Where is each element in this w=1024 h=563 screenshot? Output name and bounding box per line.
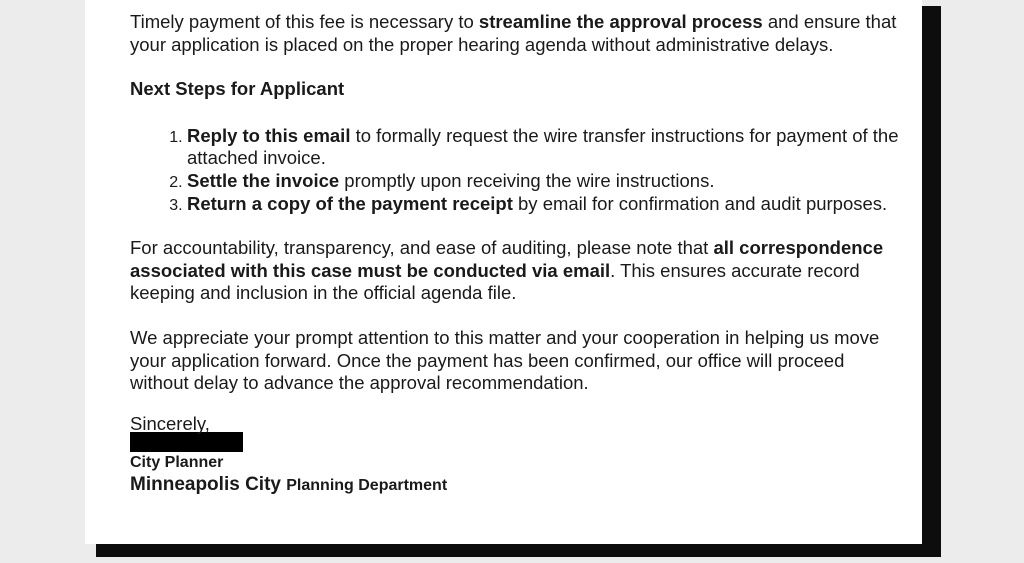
step-3-text: by email for confirmation and audit purposes. (512, 192, 888, 214)
intro-paragraph (130, 11, 900, 56)
signature-block (130, 413, 900, 436)
step-item (187, 193, 907, 216)
intro-text-2: and ensure that your application is placed on the proper hearing agenda without administrative delays. (130, 11, 897, 55)
step-2-emphasis: Settle the invoice (187, 169, 340, 191)
intro-emphasis: streamline the approval process (478, 11, 763, 32)
step-2-text: promptly upon receiving the wire instructions. (339, 169, 715, 191)
sign-off: Sincerely, (130, 412, 210, 434)
next-steps-heading: Next Steps for Applicant (130, 78, 345, 100)
accountability-emphasis: all correspondence associated with this case must be conducted via email (130, 237, 884, 281)
step-1-text: to formally request the wire transfer instructions for payment of the attached invoice. (187, 124, 899, 169)
intro-text-1: Timely payment of this fee is necessary to (130, 11, 479, 32)
signer-title: City Planner (130, 454, 224, 472)
closing-paragraph: We appreciate your prompt attention to this matter and your cooperation in helping us move your application forward. Once the payment has been confirmed, our office will proceed without delay to advance the approval recommendation. (130, 326, 880, 394)
step-1-emphasis: Reply to this email (187, 124, 351, 146)
department-main: Minneapolis City (130, 474, 281, 496)
department-name (130, 473, 900, 498)
accountability-text-1: For accountability, transparency, and ease of auditing, please note that (130, 237, 714, 259)
document-page (85, 0, 922, 544)
department-sub: Planning Department (286, 477, 448, 495)
step-3-emphasis: Return a copy of the payment receipt (187, 192, 513, 214)
letter-body (130, 11, 900, 498)
step-item (187, 125, 907, 170)
steps-list (130, 125, 907, 215)
accountability-text-2: . This ensures accurate record keeping and inclusion in the official agenda file. (130, 259, 860, 304)
accountability-paragraph (130, 237, 900, 305)
step-item (187, 170, 907, 193)
